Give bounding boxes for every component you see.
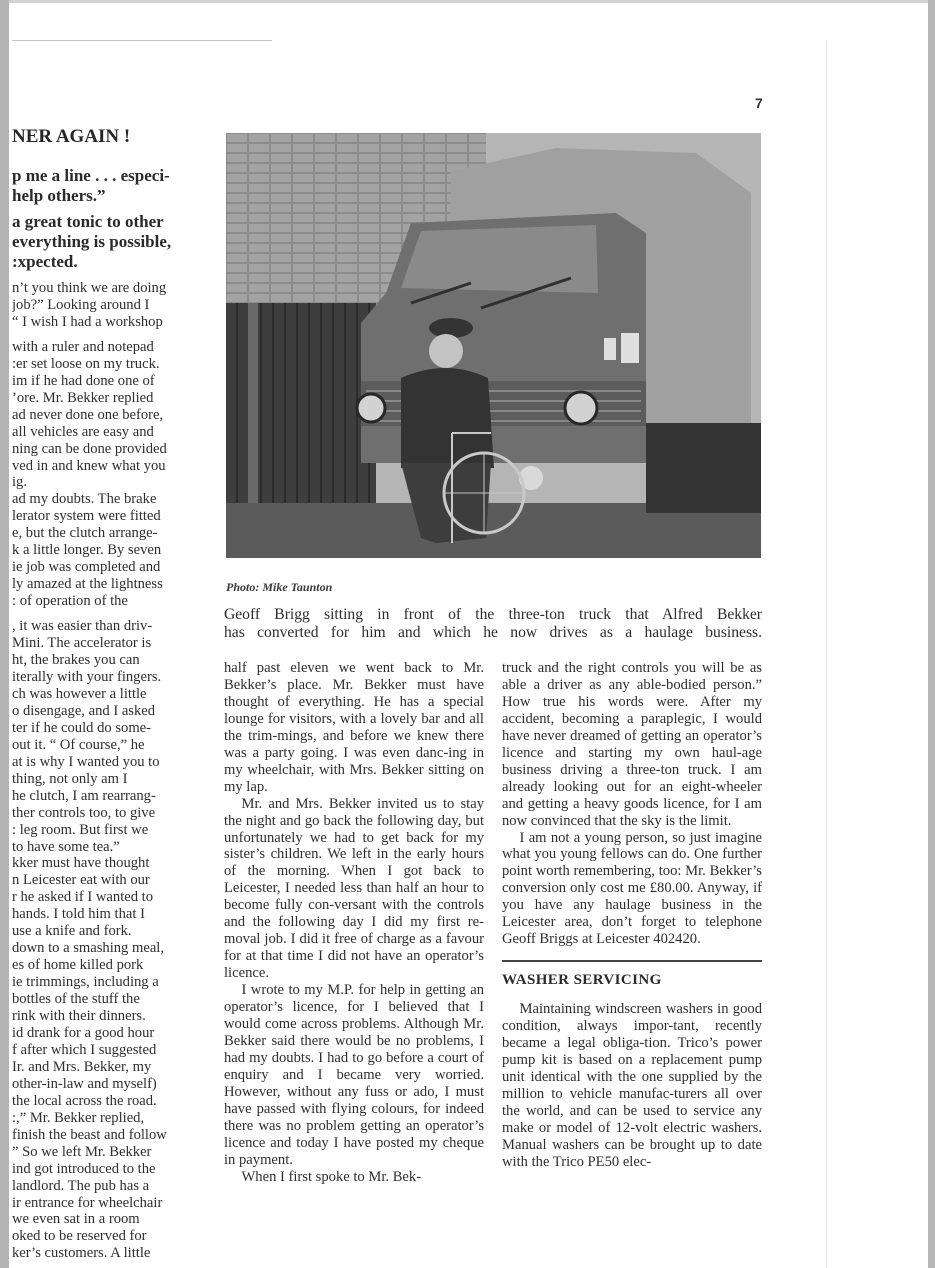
- left-column-line: ly amazed at the lightness: [12, 576, 163, 593]
- left-column-line: “ I wish I had a workshop: [12, 313, 163, 330]
- left-column-line: [12, 610, 207, 618]
- left-column-line: f after which I suggested: [12, 1041, 157, 1058]
- section-divider: [502, 960, 762, 962]
- section-heading: WASHER SERVICING: [502, 972, 662, 989]
- standfirst-line: help others.”: [12, 186, 106, 205]
- left-column-line: ’ore. Mr. Bekker replied: [12, 389, 154, 406]
- left-column-body: [12, 280, 207, 1262]
- standfirst-line: p me a line . . . especi-: [12, 166, 170, 185]
- left-column: [12, 126, 207, 1268]
- scan-right-edge: [928, 0, 935, 1268]
- faint-top-rule: [12, 40, 272, 41]
- scan-left-edge: [0, 0, 9, 1268]
- left-column-line: job?” Looking around I: [12, 296, 150, 313]
- photo-credit-name: Mike Taunton: [262, 580, 333, 594]
- left-column-line: , it was easier than driv-: [12, 618, 153, 635]
- left-column-line: ie job was completed and: [12, 559, 161, 576]
- headline-fragment: NER AGAIN !: [12, 126, 131, 147]
- left-column-line: o disengage, and I asked: [12, 702, 156, 719]
- left-column-line: n’t you think we are doing: [12, 280, 167, 296]
- left-column-line: Mini. The accelerator is: [12, 635, 152, 652]
- left-column-line: ir entrance for wheelchair: [12, 1194, 163, 1211]
- left-column-line: ” So we left Mr. Bekker: [12, 1143, 152, 1160]
- page-number: 7: [755, 95, 763, 111]
- left-column-line: kker must have thought: [12, 855, 150, 872]
- left-column-line: down to a smashing meal,: [12, 940, 164, 957]
- paragraph: Maintaining windscreen washers in good condition, always impor-tant, recently became a legal obliga-tion. Trico’s power pump kit is based on a replacement pump unit identical with the one supplied by the million to vehicle manufac-turers all over the world, and can be used to service any make or model of 12-volt electric washers. Manual washers can be brought up to date with the Trico PE50 elec-: [502, 1001, 762, 1170]
- left-column-line: ht, the brakes you can: [12, 652, 140, 669]
- left-column-line: thing, not only am I: [12, 770, 128, 787]
- left-column-line: n Leicester eat with our: [12, 872, 150, 889]
- left-column-line: :,” Mr. Bekker replied,: [12, 1109, 145, 1126]
- right-column: [502, 660, 762, 1268]
- left-column-line: ig.: [12, 474, 27, 491]
- left-column-line: im if he had done one of: [12, 372, 155, 389]
- left-column-line: use a knife and fork.: [12, 923, 132, 940]
- left-column-line: all vehicles are easy and: [12, 423, 154, 440]
- caption-line: has converted for him and which he now drives as a haulage business.: [224, 624, 762, 641]
- standfirst: [12, 166, 207, 272]
- left-column-line: hands. I told him that I: [12, 906, 145, 923]
- standfirst-line: a great tonic to other: [12, 212, 164, 231]
- left-column-line: he clutch, I am rearrang-: [12, 787, 156, 804]
- photo-credit: [226, 580, 332, 595]
- left-column-line: ning can be done provided: [12, 440, 167, 457]
- middle-column: [224, 660, 484, 1268]
- left-column-line: ad my doubts. The brake: [12, 491, 157, 508]
- left-column-line: to have some tea.”: [12, 838, 120, 855]
- standfirst-line: :xpected.: [12, 252, 78, 271]
- left-column-line: we even sat in a room: [12, 1211, 140, 1228]
- article-photo: [226, 133, 761, 558]
- left-column-line: at is why I wanted you to: [12, 753, 160, 770]
- left-column-line: out it. “ Of course,” he: [12, 736, 145, 753]
- truck-photo-illustration: [226, 133, 761, 558]
- left-column-line: rink with their dinners.: [12, 1008, 146, 1025]
- left-column-line: other-in-law and myself): [12, 1075, 157, 1092]
- left-column-line: ch was however a little: [12, 685, 147, 702]
- photo-credit-label: Photo:: [226, 580, 260, 594]
- paragraph: When I first spoke to Mr. Bek-: [241, 1168, 422, 1185]
- caption-line: Geoff Brigg sitting in front of the three-ton truck that Alfred Bekker: [224, 606, 762, 623]
- left-column-line: landlord. The pub has a: [12, 1177, 150, 1194]
- left-column-line: es of home killed pork: [12, 957, 144, 974]
- paragraph: Mr. and Mrs. Bekker invited us to stay the night and go back the following day, but unfortunately we had to get back for my sister’s children. We left in the early hours of the morning. When I got back to Leicester, I needed less than half an hour to become fully con-versant with the controls and the following day I did my first re-moval job. I did it free of charge as a favour for at that time I did not have an operator’s licence.: [224, 795, 484, 982]
- paragraph: I wrote to my M.P. for help in getting an operator’s licence, for I believed that I would come across problems. Although Mr. Bekker said there would be no problems, I had my doubts. I had to go before a court of enquiry and I became very worried. However, without any fuss or ado, I must have passed with flying colours, for indeed there was no problem getting an operator’s licence and today I have posted my cheque in payment.: [224, 982, 484, 1168]
- left-column-line: id drank for a good hour: [12, 1024, 155, 1041]
- left-column-line: : of operation of the: [12, 593, 128, 610]
- left-column-line: ker’s customers. A little: [12, 1245, 151, 1262]
- left-column-line: ind got introduced to the: [12, 1160, 156, 1177]
- paragraph: half past eleven we went back to Mr. Bekker’s place. Mr. Bekker must have thought of everything. He has a special lounge for visitors, with a lovely bar and all the trim-mings, and before we knew there was a party going. I was even danc-ing in my wheelchair, with Mrs. Bekker sitting on my lap.: [224, 660, 484, 795]
- paragraph: truck and the right controls you will be as able a driver as any able-bodied person.” How true his words were. After my accident, becoming a paraplegic, I would have never dreamed of getting an operator’s licence and starting my own haul-age business driving a three-ton truck. I am already looking out for an eight-wheeler and getting a heavy goods licence, for I am now convinced that the sky is the limit.: [502, 660, 762, 829]
- left-column-line: bottles of the stuff the: [12, 991, 140, 1008]
- left-column-line: : leg room. But first we: [12, 821, 149, 838]
- left-column-line: ter if he could do some-: [12, 719, 152, 736]
- scan-top-edge: [9, 0, 928, 3]
- left-column-line: with a ruler and notepad: [12, 338, 154, 355]
- left-column-line: :er set loose on my truck.: [12, 355, 160, 372]
- left-column-line: the local across the road.: [12, 1092, 157, 1109]
- left-column-line: ther controls too, to give: [12, 804, 156, 821]
- left-column-line: k a little longer. By seven: [12, 542, 162, 559]
- page-fold-line: [826, 40, 827, 1268]
- left-column-line: r he asked if I wanted to: [12, 889, 154, 906]
- left-column-line: oked to be reserved for: [12, 1228, 147, 1245]
- left-column-line: ie trimmings, including a: [12, 974, 159, 991]
- left-column-line: [12, 331, 207, 339]
- left-column-line: lerator system were fitted: [12, 508, 161, 525]
- standfirst-line: everything is possible,: [12, 232, 172, 251]
- left-column-line: ved in and knew what you: [12, 457, 166, 474]
- left-column-line: iterally with your fingers.: [12, 668, 162, 685]
- left-column-line: e, but the clutch arrange-: [12, 525, 158, 542]
- left-column-line: Ir. and Mrs. Bekker, my: [12, 1058, 152, 1075]
- photo-caption: [224, 606, 762, 642]
- left-column-line: finish the beast and follow: [12, 1126, 167, 1143]
- left-column-line: ad never done one before,: [12, 406, 164, 423]
- paragraph: I am not a young person, so just imagine what you young fellows can do. One further point worth remembering, too: Mr. Bekker’s conversion only cost me £80.00. Anyway, if you have any haulage business in the Leicester area, don’t forget to telephone Geoff Briggs at Leicester 402420.: [502, 829, 762, 948]
